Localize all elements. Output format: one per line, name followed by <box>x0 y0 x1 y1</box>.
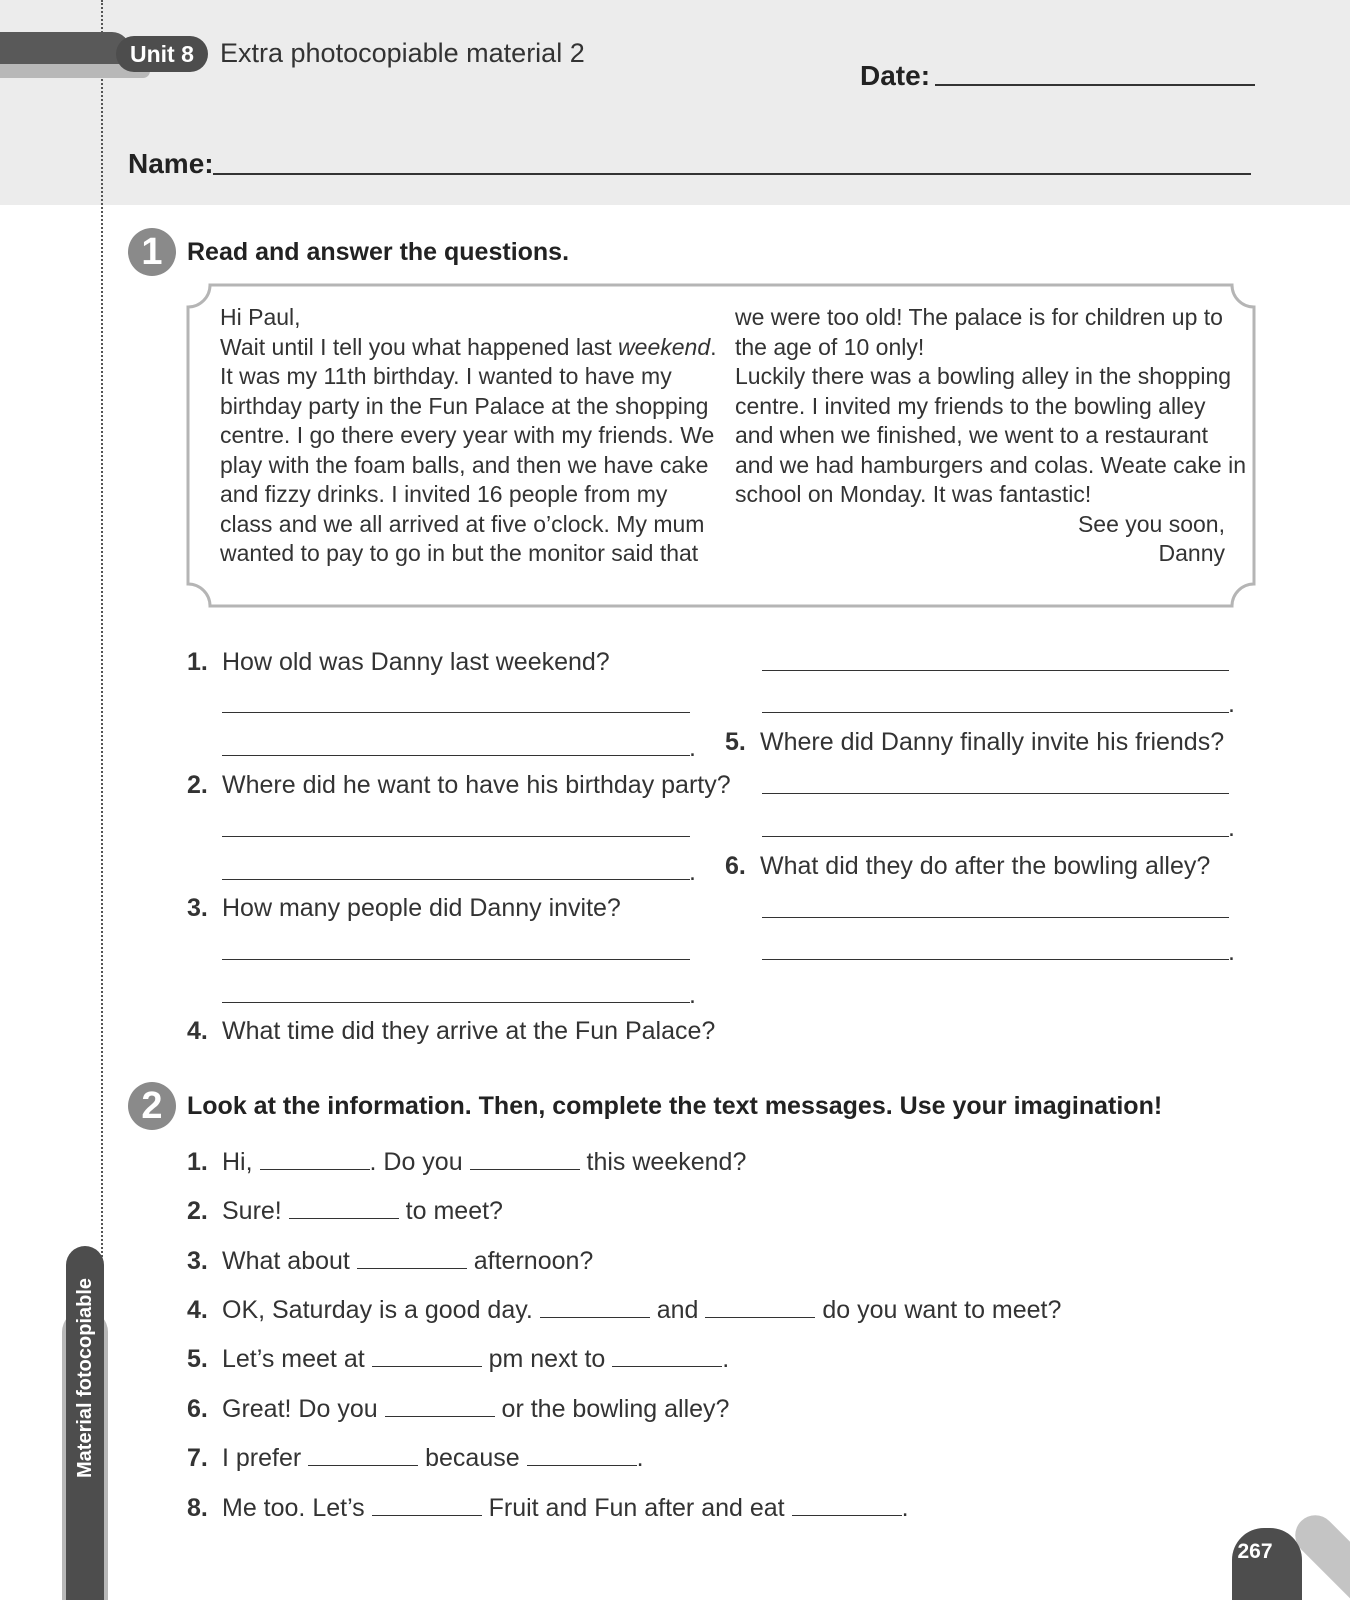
message-5 <box>187 1345 729 1374</box>
answer-line[interactable] <box>222 959 690 960</box>
blank-field[interactable] <box>289 1218 399 1219</box>
blank-field[interactable] <box>540 1317 650 1318</box>
answer-line[interactable] <box>762 712 1229 713</box>
message-number: 7. <box>187 1444 208 1472</box>
letter-line: play with the foam balls, and then we have cake <box>220 451 709 478</box>
message-3 <box>187 1247 593 1276</box>
question-text: Where did Danny finally invite his friends? <box>760 728 1225 756</box>
question-number: 4. <box>187 1017 208 1045</box>
message-6 <box>187 1395 729 1424</box>
blank-field[interactable] <box>260 1169 370 1170</box>
answer-line[interactable] <box>222 1002 690 1003</box>
question-number: 3. <box>187 894 208 922</box>
section-1-number: 1 <box>128 228 176 276</box>
message-text: and <box>656 1296 699 1324</box>
period: . <box>689 981 696 1009</box>
message-text: Hi, <box>222 1148 253 1176</box>
message-text: . Do you <box>369 1148 463 1176</box>
blank-field[interactable] <box>372 1366 482 1367</box>
blank-field[interactable] <box>308 1465 418 1466</box>
date-field[interactable] <box>935 84 1255 86</box>
letter-signature: Danny <box>1158 540 1225 566</box>
question-5 <box>725 728 1224 757</box>
letter-line: wanted to pay to go in but the monitor said that <box>220 540 699 566</box>
blank-field[interactable] <box>372 1515 482 1516</box>
message-text: Great! Do you <box>222 1395 378 1423</box>
blank-field[interactable] <box>705 1317 815 1318</box>
letter-line: centre. I invited my friends to the bowling alley <box>735 392 1206 419</box>
message-2 <box>187 1197 503 1226</box>
question-text: What time did they arrive at the Fun Palace? <box>222 1017 716 1045</box>
question-number: 1. <box>187 648 208 676</box>
date-label: Date: <box>860 60 931 91</box>
blank-field[interactable] <box>527 1465 637 1466</box>
letter-left-column <box>220 303 717 569</box>
letter-line: and we had hamburgers and colas. Weate cake in <box>735 451 1246 478</box>
letter-line: and when we finished, we went to a restaurant <box>735 422 1209 448</box>
page-corner <box>1232 1528 1302 1600</box>
section-2-title: Look at the information. Then, complete the text messages. Use your imagination! <box>187 1092 1163 1120</box>
letter-line: Wait until I tell you what happened last weekend. <box>220 333 717 360</box>
message-text: I prefer <box>222 1444 302 1472</box>
section-2-number: 2 <box>128 1082 176 1130</box>
message-number: 6. <box>187 1395 208 1423</box>
answer-line[interactable] <box>222 879 690 880</box>
question-number: 5. <box>725 728 746 756</box>
question-2 <box>187 771 731 800</box>
question-4 <box>187 1017 715 1046</box>
answer-line[interactable] <box>762 917 1229 918</box>
message-number: 3. <box>187 1247 208 1275</box>
letter-line: school on Monday. It was fantastic! <box>735 481 1092 507</box>
message-text: Sure! <box>222 1197 282 1225</box>
name-field[interactable] <box>213 173 1251 175</box>
letter-line: and fizzy drinks. I invited 16 people from my <box>220 481 668 507</box>
message-text: . <box>636 1444 644 1472</box>
letter-signoff: See you soon, <box>1077 510 1225 537</box>
letter-line: the age of 10 only! <box>735 333 925 360</box>
period: . <box>1228 690 1235 718</box>
message-text: Me too. Let’s <box>222 1494 365 1522</box>
question-3 <box>187 894 621 923</box>
question-text: What did they do after the bowling alley? <box>760 852 1211 880</box>
answer-line[interactable] <box>762 670 1229 671</box>
message-text: What about <box>222 1247 350 1275</box>
message-number: 5. <box>187 1345 208 1373</box>
question-text: How old was Danny last weekend? <box>222 648 610 676</box>
message-number: 1. <box>187 1148 208 1176</box>
letter-line: Luckily there was a bowling alley in the shopping <box>735 363 1232 389</box>
question-1 <box>187 648 610 677</box>
unit-bar <box>0 32 130 68</box>
blank-field[interactable] <box>792 1515 902 1516</box>
letter-line: birthday party in the Fun Palace at the shopping <box>220 392 709 419</box>
message-7 <box>187 1444 644 1473</box>
period: . <box>689 734 696 762</box>
letter-line: centre. I go there every year with my friends. We <box>220 422 715 448</box>
emphasis-word: weekend <box>618 333 711 360</box>
answer-line[interactable] <box>762 959 1229 960</box>
blank-field[interactable] <box>612 1366 722 1367</box>
message-text: Let’s meet at <box>222 1345 365 1373</box>
answer-line[interactable] <box>762 836 1229 837</box>
message-text: because <box>425 1444 520 1472</box>
message-text: or the bowling alley? <box>501 1395 730 1423</box>
question-number: 2. <box>187 771 208 799</box>
message-text: OK, Saturday is a good day. <box>222 1296 533 1324</box>
page-title: Extra photocopiable material 2 <box>220 38 585 68</box>
message-number: 8. <box>187 1494 208 1522</box>
message-text: afternoon? <box>473 1247 594 1275</box>
message-1 <box>187 1148 746 1177</box>
answer-line[interactable] <box>222 755 690 756</box>
message-text: to meet? <box>405 1197 503 1225</box>
answer-line[interactable] <box>762 793 1229 794</box>
answer-line[interactable] <box>222 712 690 713</box>
answer-line[interactable] <box>222 836 690 837</box>
message-text: . <box>722 1345 730 1373</box>
letter-line: It was my 11th birthday. I wanted to have my <box>220 363 672 389</box>
side-tab-label: Material fotocopiable <box>74 1277 96 1478</box>
name-label: Name: <box>128 148 214 179</box>
message-number: 2. <box>187 1197 208 1225</box>
message-text: do you want to meet? <box>822 1296 1062 1324</box>
message-number: 4. <box>187 1296 208 1324</box>
letter-line: Hi Paul, <box>220 304 301 330</box>
blank-field[interactable] <box>470 1169 580 1170</box>
message-text: . <box>901 1494 909 1522</box>
blank-field[interactable] <box>385 1416 495 1417</box>
message-text: Fruit and Fun after and eat <box>488 1494 785 1522</box>
message-8 <box>187 1494 909 1523</box>
message-text: this weekend? <box>586 1148 747 1176</box>
message-4 <box>187 1296 1061 1325</box>
question-text: How many people did Danny invite? <box>222 894 621 922</box>
section-1-title: Read and answer the questions. <box>187 238 570 266</box>
unit-badge: Unit 8 <box>116 36 208 72</box>
letter-line: we were too old! The palace is for children up to <box>735 304 1223 330</box>
page-number: 267 <box>1237 1540 1273 1563</box>
message-text: pm next to <box>488 1345 606 1373</box>
question-6 <box>725 852 1210 881</box>
question-text: Where did he want to have his birthday party? <box>222 771 731 799</box>
letter-line: class and we all arrived at five o’clock. My mum <box>220 510 705 537</box>
blank-field[interactable] <box>357 1268 467 1269</box>
letter-right-column <box>735 303 1246 569</box>
period: . <box>1228 938 1235 966</box>
question-number: 6. <box>725 852 746 880</box>
period: . <box>1228 814 1235 842</box>
period: . <box>689 858 696 886</box>
